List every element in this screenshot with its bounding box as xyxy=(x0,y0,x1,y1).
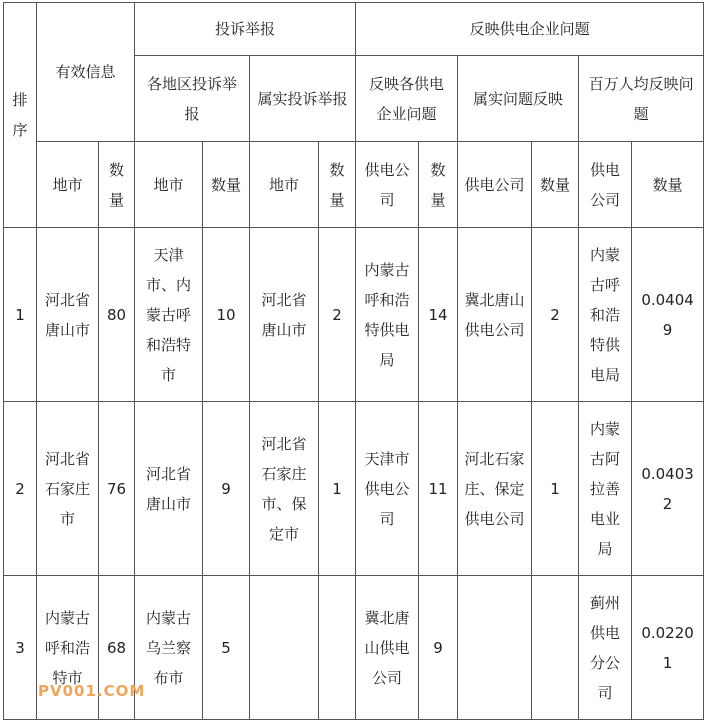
verified-supplier-count-cell xyxy=(532,576,579,720)
rank-cell: 3 xyxy=(4,576,37,720)
verified-count-cell: 2 xyxy=(319,228,356,402)
header-complaints: 投诉举报 xyxy=(135,3,356,56)
header-rank: 排序 xyxy=(4,3,37,228)
verified-city-cell: 河北省石家庄市、保定市 xyxy=(250,402,319,576)
supplier-count-cell: 11 xyxy=(419,402,458,576)
supplier-cell: 冀北唐山供电公司 xyxy=(356,576,419,720)
supplier-count-cell: 9 xyxy=(419,576,458,720)
header-per-million: 百万人均反映问题 xyxy=(579,56,704,142)
supplier-count-cell: 14 xyxy=(419,228,458,402)
header-supplier: 供电公司 xyxy=(356,142,419,228)
header-verified-count: 数量 xyxy=(319,142,356,228)
per-million-supplier-cell: 内蒙古呼和浩特供电局 xyxy=(579,228,632,402)
verified-city-cell xyxy=(250,576,319,720)
city-cell: 河北省石家庄市 xyxy=(37,402,99,576)
header-row-3 xyxy=(4,142,704,228)
supplier-cell: 天津市供电公司 xyxy=(356,402,419,576)
header-supplier-issues: 反映供电企业问题 xyxy=(356,3,704,56)
header-verified-complaints: 属实投诉举报 xyxy=(250,56,356,142)
verified-city-cell: 河北省唐山市 xyxy=(250,228,319,402)
per-million-supplier-cell: 蓟州供电分公司 xyxy=(579,576,632,720)
count-cell: 68 xyxy=(99,576,135,720)
region-city-cell: 河北省唐山市 xyxy=(135,402,203,576)
region-count-cell: 10 xyxy=(203,228,250,402)
city-cell: 内蒙古呼和浩特市 xyxy=(37,576,99,720)
verified-count-cell xyxy=(319,576,356,720)
header-per-million-value: 数量 xyxy=(632,142,704,228)
header-regional-complaints: 各地区投诉举报 xyxy=(135,56,250,142)
count-cell: 76 xyxy=(99,402,135,576)
header-supplier-reports: 反映各供电企业问题 xyxy=(356,56,458,142)
header-supplier-count: 数量 xyxy=(419,142,458,228)
table-row xyxy=(4,228,704,402)
table-row xyxy=(4,402,704,576)
verified-count-cell: 1 xyxy=(319,402,356,576)
verified-supplier-cell xyxy=(458,576,532,720)
region-city-cell: 天津市、内蒙古呼和浩特市 xyxy=(135,228,203,402)
city-cell: 河北省唐山市 xyxy=(37,228,99,402)
per-million-value-cell: 0.04049 xyxy=(632,228,704,402)
header-region-city: 地市 xyxy=(135,142,203,228)
header-verified-city: 地市 xyxy=(250,142,319,228)
region-city-cell: 内蒙古乌兰察布市 xyxy=(135,576,203,720)
header-verified-supplier-count: 数量 xyxy=(532,142,579,228)
rank-cell: 1 xyxy=(4,228,37,402)
header-verified-issues: 属实问题反映 xyxy=(458,56,579,142)
header-region-count: 数量 xyxy=(203,142,250,228)
per-million-value-cell: 0.04032 xyxy=(632,402,704,576)
per-million-value-cell: 0.02201 xyxy=(632,576,704,720)
region-count-cell: 9 xyxy=(203,402,250,576)
per-million-supplier-cell: 内蒙古阿拉善电业局 xyxy=(579,402,632,576)
verified-supplier-cell: 河北石家庄、保定供电公司 xyxy=(458,402,532,576)
complaint-ranking-table xyxy=(3,2,704,720)
supplier-cell: 内蒙古呼和浩特供电局 xyxy=(356,228,419,402)
header-count: 数量 xyxy=(99,142,135,228)
verified-supplier-count-cell: 1 xyxy=(532,402,579,576)
header-valid-info: 有效信息 xyxy=(37,3,135,142)
verified-supplier-cell: 冀北唐山供电公司 xyxy=(458,228,532,402)
header-row-1 xyxy=(4,3,704,56)
header-verified-supplier: 供电公司 xyxy=(458,142,532,228)
rank-cell: 2 xyxy=(4,402,37,576)
header-city: 地市 xyxy=(37,142,99,228)
header-per-million-supplier: 供电公司 xyxy=(579,142,632,228)
region-count-cell: 5 xyxy=(203,576,250,720)
verified-supplier-count-cell: 2 xyxy=(532,228,579,402)
count-cell: 80 xyxy=(99,228,135,402)
watermark: PV001.COM xyxy=(38,682,146,700)
